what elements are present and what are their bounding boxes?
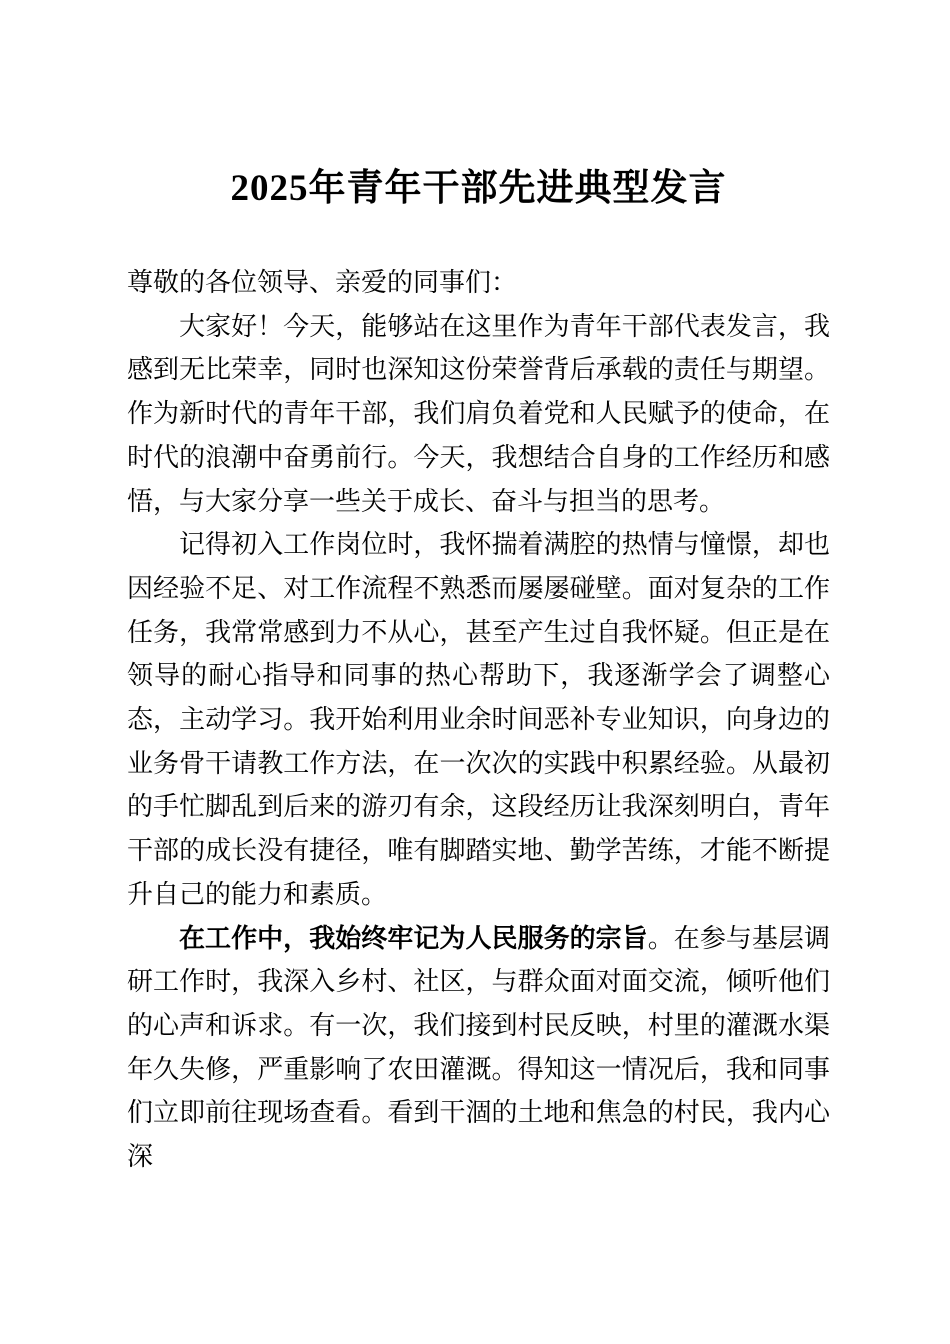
paragraph [127, 305, 830, 524]
document-title: 2025年青年干部先进典型发言 [230, 168, 727, 209]
paragraph [127, 917, 830, 1179]
paragraph [127, 523, 830, 916]
text-run: 记得初入工作岗位时，我怀揣着满腔的热情与憧憬，却也因经验不足、对工作流程不熟悉而屡屡碰壁。面对复杂的工作任务，我常常感到力不从心，甚至产生过自我怀疑。但正是在领导的耐心指导和同事的热心帮助下，我逐渐学会了调整心态，主动学习。我开始利用业余时间恶补专业知识，向身边的业务骨干请教工作方法，在一次次的实践中积累经验。从最初的手忙脚乱到后来的游刃有余，这段经历让我深刻明白，青年干部的成长没有捷径，唯有脚踏实地、勤学苦练，才能不断提升自己的能力和素质。 [127, 530, 830, 909]
document-content [127, 0, 830, 1179]
bold-text-run: 在工作中，我始终牢记为人民服务的宗旨 [179, 923, 648, 953]
text-run: 尊敬的各位领导、亲爱的同事们： [127, 268, 518, 297]
paragraph [127, 261, 830, 305]
document-body [127, 261, 830, 1179]
text-run: 。在参与基层调研工作时，我深入乡村、社区，与群众面对面交流，倾听他们的心声和诉求。有一次，我们接到村民反映，村里的灌溉水渠年久失修，严重影响了农田灌溉。得知这一情况后，我和同事们立即前往现场查看。看到干涸的土地和焦急的村民，我内心深 [127, 923, 830, 1172]
text-run: 大家好！今天，能够站在这里作为青年干部代表发言，我感到无比荣幸，同时也深知这份荣誉背后承载的责任与期望。作为新时代的青年干部，我们肩负着党和人民赋予的使命，在时代的浪潮中奋勇前行。今天，我想结合自身的工作经历和感悟，与大家分享一些关于成长、奋斗与担当的思考。 [127, 311, 830, 516]
